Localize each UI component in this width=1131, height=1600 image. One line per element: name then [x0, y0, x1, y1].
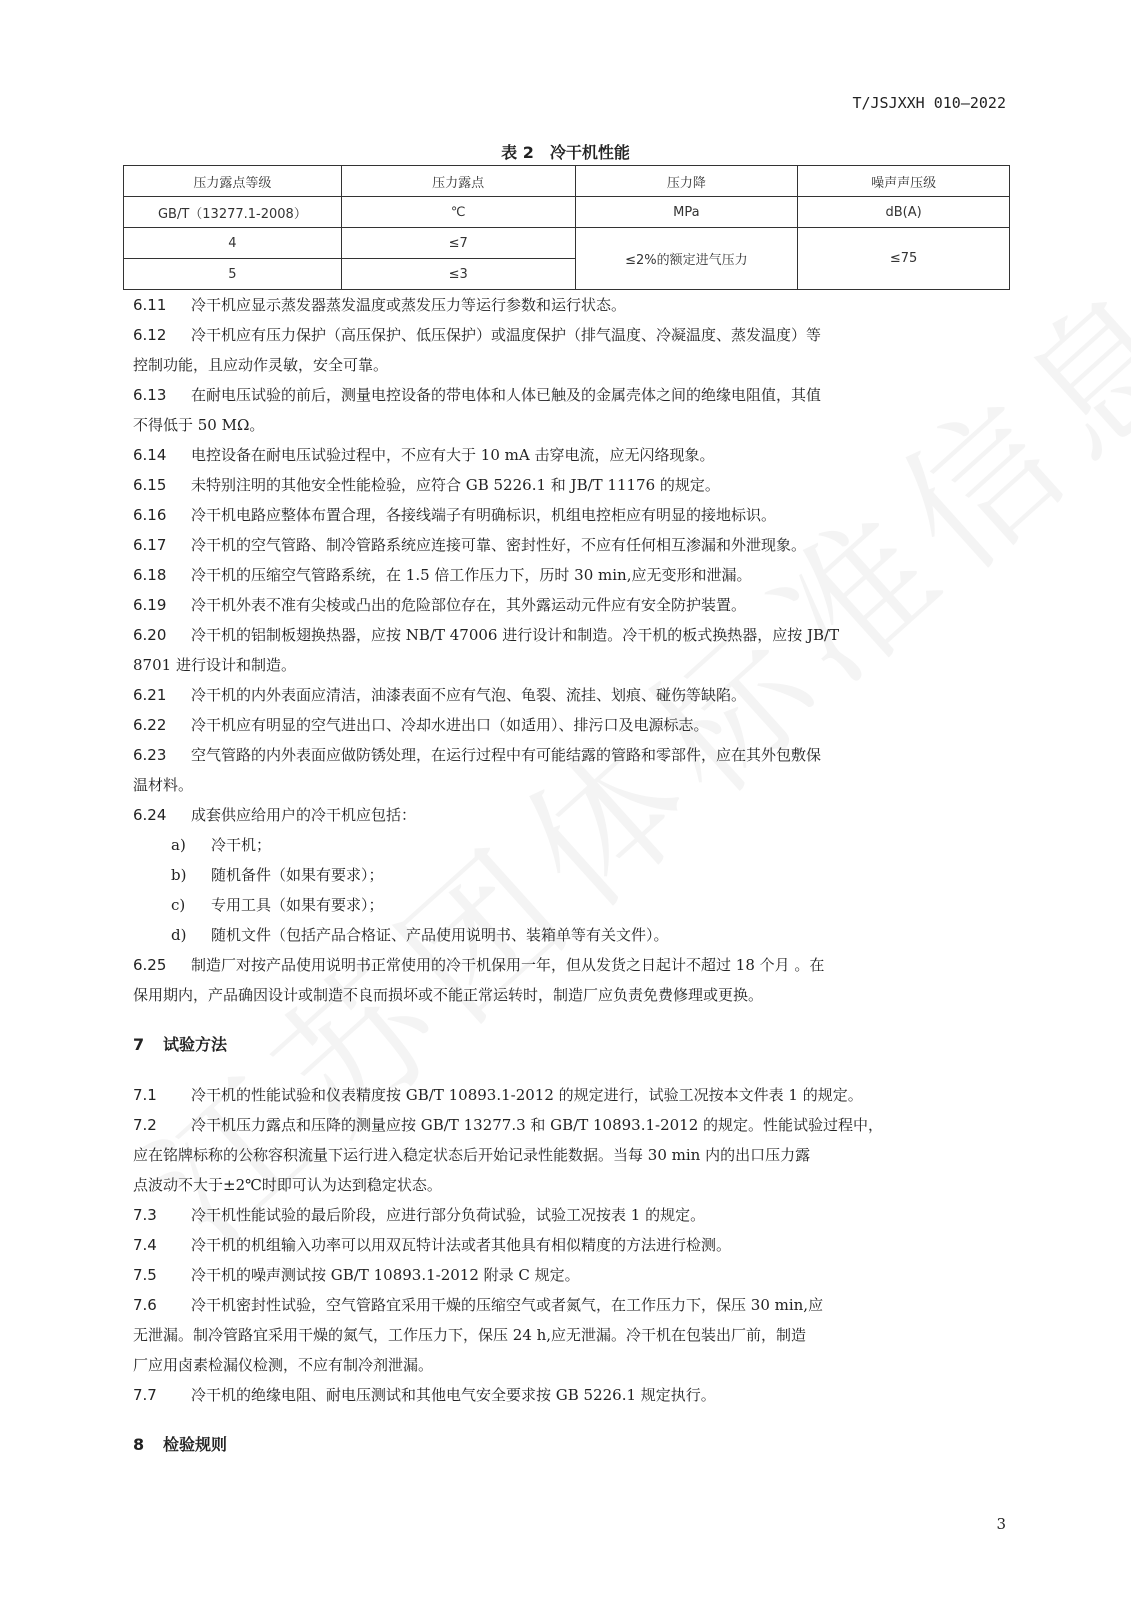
clause: 6.24 成套供应给用户的冷干机应包括：	[133, 806, 417, 824]
table-row	[124, 228, 1010, 259]
unit-pressure-drop: MPa	[575, 197, 798, 228]
clause: 6.16 冷干机电路应整体布置合理，各接线端子有明确标识，机组电控柜应有明显的接地标识。	[133, 506, 777, 524]
clause: 6.11 冷干机应显示蒸发器蒸发温度或蒸发压力等运行参数和运行状态。	[133, 296, 627, 314]
clause: 6.23 空气管路的内外表面应做防锈处理，在运行过程中有可能结露的管路和零部件，应在其外包敷保	[133, 746, 822, 764]
clause-continuation: 点波动不大于±2℃时即可认为达到稳定状态。	[133, 1176, 442, 1194]
clause: 7.5 冷干机的噪声测试按 GB/T 10893.1-2012 附录 C 规定。	[133, 1266, 580, 1284]
clause: 7.2 冷干机压力露点和压降的测量应按 GB/T 13277.3 和 GB/T 10893.1-2012 的规定。性能试验过程中，	[133, 1116, 884, 1134]
clause: 7.6 冷干机密封性试验，空气管路宜采用干燥的压缩空气或者氮气，在工作压力下，保压 30 min,应	[133, 1296, 824, 1314]
clause: 7.4 冷干机的机组输入功率可以用双瓦特计法或者其他具有相似精度的方法进行检测。	[133, 1236, 732, 1254]
header-pressure-drop: 压力降	[575, 166, 798, 197]
section-heading-7: 7 试验方法	[133, 1035, 228, 1054]
performance-table	[123, 165, 1010, 290]
clause: 7.1 冷干机的性能试验和仪表精度按 GB/T 10893.1-2012 的规定进行，试验工况按本文件表 1 的规定。	[133, 1086, 863, 1104]
clause-continuation: 不得低于 50 MΩ。	[133, 416, 265, 434]
clause-continuation: 保用期内，产品确因设计或制造不良而损坏或不能正常运转时，制造厂应负责免费修理或更换。	[133, 986, 764, 1004]
clause-continuation: 无泄漏。制冷管路宜采用干燥的氮气，工作压力下，保压 24 h,应无泄漏。冷干机在包装出厂前，制造	[133, 1326, 807, 1344]
document-body	[133, 290, 1013, 1460]
clause: 6.25 制造厂对按产品使用说明书正常使用的冷干机保用一年，但从发货之日起计不超过 18 个月 。在	[133, 956, 825, 974]
page-number: 3	[996, 1515, 1006, 1533]
header-noise: 噪声声压级	[798, 166, 1010, 197]
clause: 6.13 在耐电压试验的前后，测量电控设备的带电体和人体已触及的金属壳体之间的绝缘电阻值，其值	[133, 386, 822, 404]
unit-dew-point: ℃	[341, 197, 575, 228]
clause-continuation: 控制功能，且应动作灵敏，安全可靠。	[133, 356, 389, 374]
unit-noise: dB(A)	[798, 197, 1010, 228]
clause: 7.7 冷干机的绝缘电阻、耐电压测试和其他电气安全要求按 GB 5226.1 规定执行。	[133, 1386, 716, 1404]
clause: 6.14 电控设备在耐电压试验过程中，不应有大于 10 mA 击穿电流，应无闪络现象。	[133, 446, 715, 464]
cell-grade: 4	[124, 228, 342, 259]
cell-grade: 5	[124, 259, 342, 290]
clause: 6.21 冷干机的内外表面应清洁，油漆表面不应有气泡、龟裂、流挂、划痕、碰伤等缺陷。	[133, 686, 747, 704]
cell-dew-point: ≤7	[341, 228, 575, 259]
clause-continuation: 温材料。	[133, 776, 194, 794]
cell-dew-point: ≤3	[341, 259, 575, 290]
table-title: 表 2 冷干机性能	[501, 143, 630, 162]
clause: 6.17 冷干机的空气管路、制冷管路系统应连接可靠、密封性好，不应有任何相互渗漏和外泄现象。	[133, 536, 807, 554]
clause: 6.22 冷干机应有明显的空气进出口、冷却水进出口（如适用）、排污口及电源标志。	[133, 716, 709, 734]
clause: 6.12 冷干机应有压力保护（高压保护、低压保护）或温度保护（排气温度、冷凝温度、蒸发温度）等	[133, 326, 822, 344]
clause: 6.18 冷干机的压缩空气管路系统，在 1.5 倍工作压力下，历时 30 min,应无变形和泄漏。	[133, 566, 752, 584]
list-item: a) 冷干机；	[171, 836, 272, 854]
cell-pressure-drop: ≤2%的额定进气压力	[575, 228, 798, 290]
header-dew-point: 压力露点	[341, 166, 575, 197]
clause: 6.19 冷干机外表不准有尖棱或凸出的危险部位存在，其外露运动元件应有安全防护装置。	[133, 596, 747, 614]
list-item: d) 随机文件（包括产品合格证、产品使用说明书、装箱单等有关文件）。	[171, 926, 669, 944]
cell-noise: ≤75	[798, 228, 1010, 290]
clause-continuation: 8701 进行设计和制造。	[133, 656, 296, 674]
clause: 6.20 冷干机的铝制板翅换热器，应按 NB/T 47006 进行设计和制造。冷干机的板式换热器，应按 JB/T	[133, 626, 840, 644]
table-unit-row	[124, 197, 1010, 228]
clause: 6.15 未特别注明的其他安全性能检验，应符合 GB 5226.1 和 JB/T 11176 的规定。	[133, 476, 720, 494]
unit-grade: GB/T（13277.1-2008）	[124, 197, 342, 228]
clause: 7.3 冷干机性能试验的最后阶段，应进行部分负荷试验，试验工况按表 1 的规定。	[133, 1206, 706, 1224]
section-heading-8: 8 检验规则	[133, 1435, 228, 1454]
list-item: c) 专用工具（如果有要求）；	[171, 896, 384, 914]
clause-continuation: 厂应用卤素检漏仪检测，不应有制冷剂泄漏。	[133, 1356, 434, 1374]
document-code: T/JSJXXH 010—2022	[852, 94, 1006, 112]
list-item: b) 随机备件（如果有要求）；	[171, 866, 384, 884]
header-grade: 压力露点等级	[124, 166, 342, 197]
table-header-row	[124, 166, 1010, 197]
clause-continuation: 应在铭牌标称的公称容积流量下运行进入稳定状态后开始记录性能数据。当每 30 min 内的出口压力露	[133, 1146, 811, 1164]
